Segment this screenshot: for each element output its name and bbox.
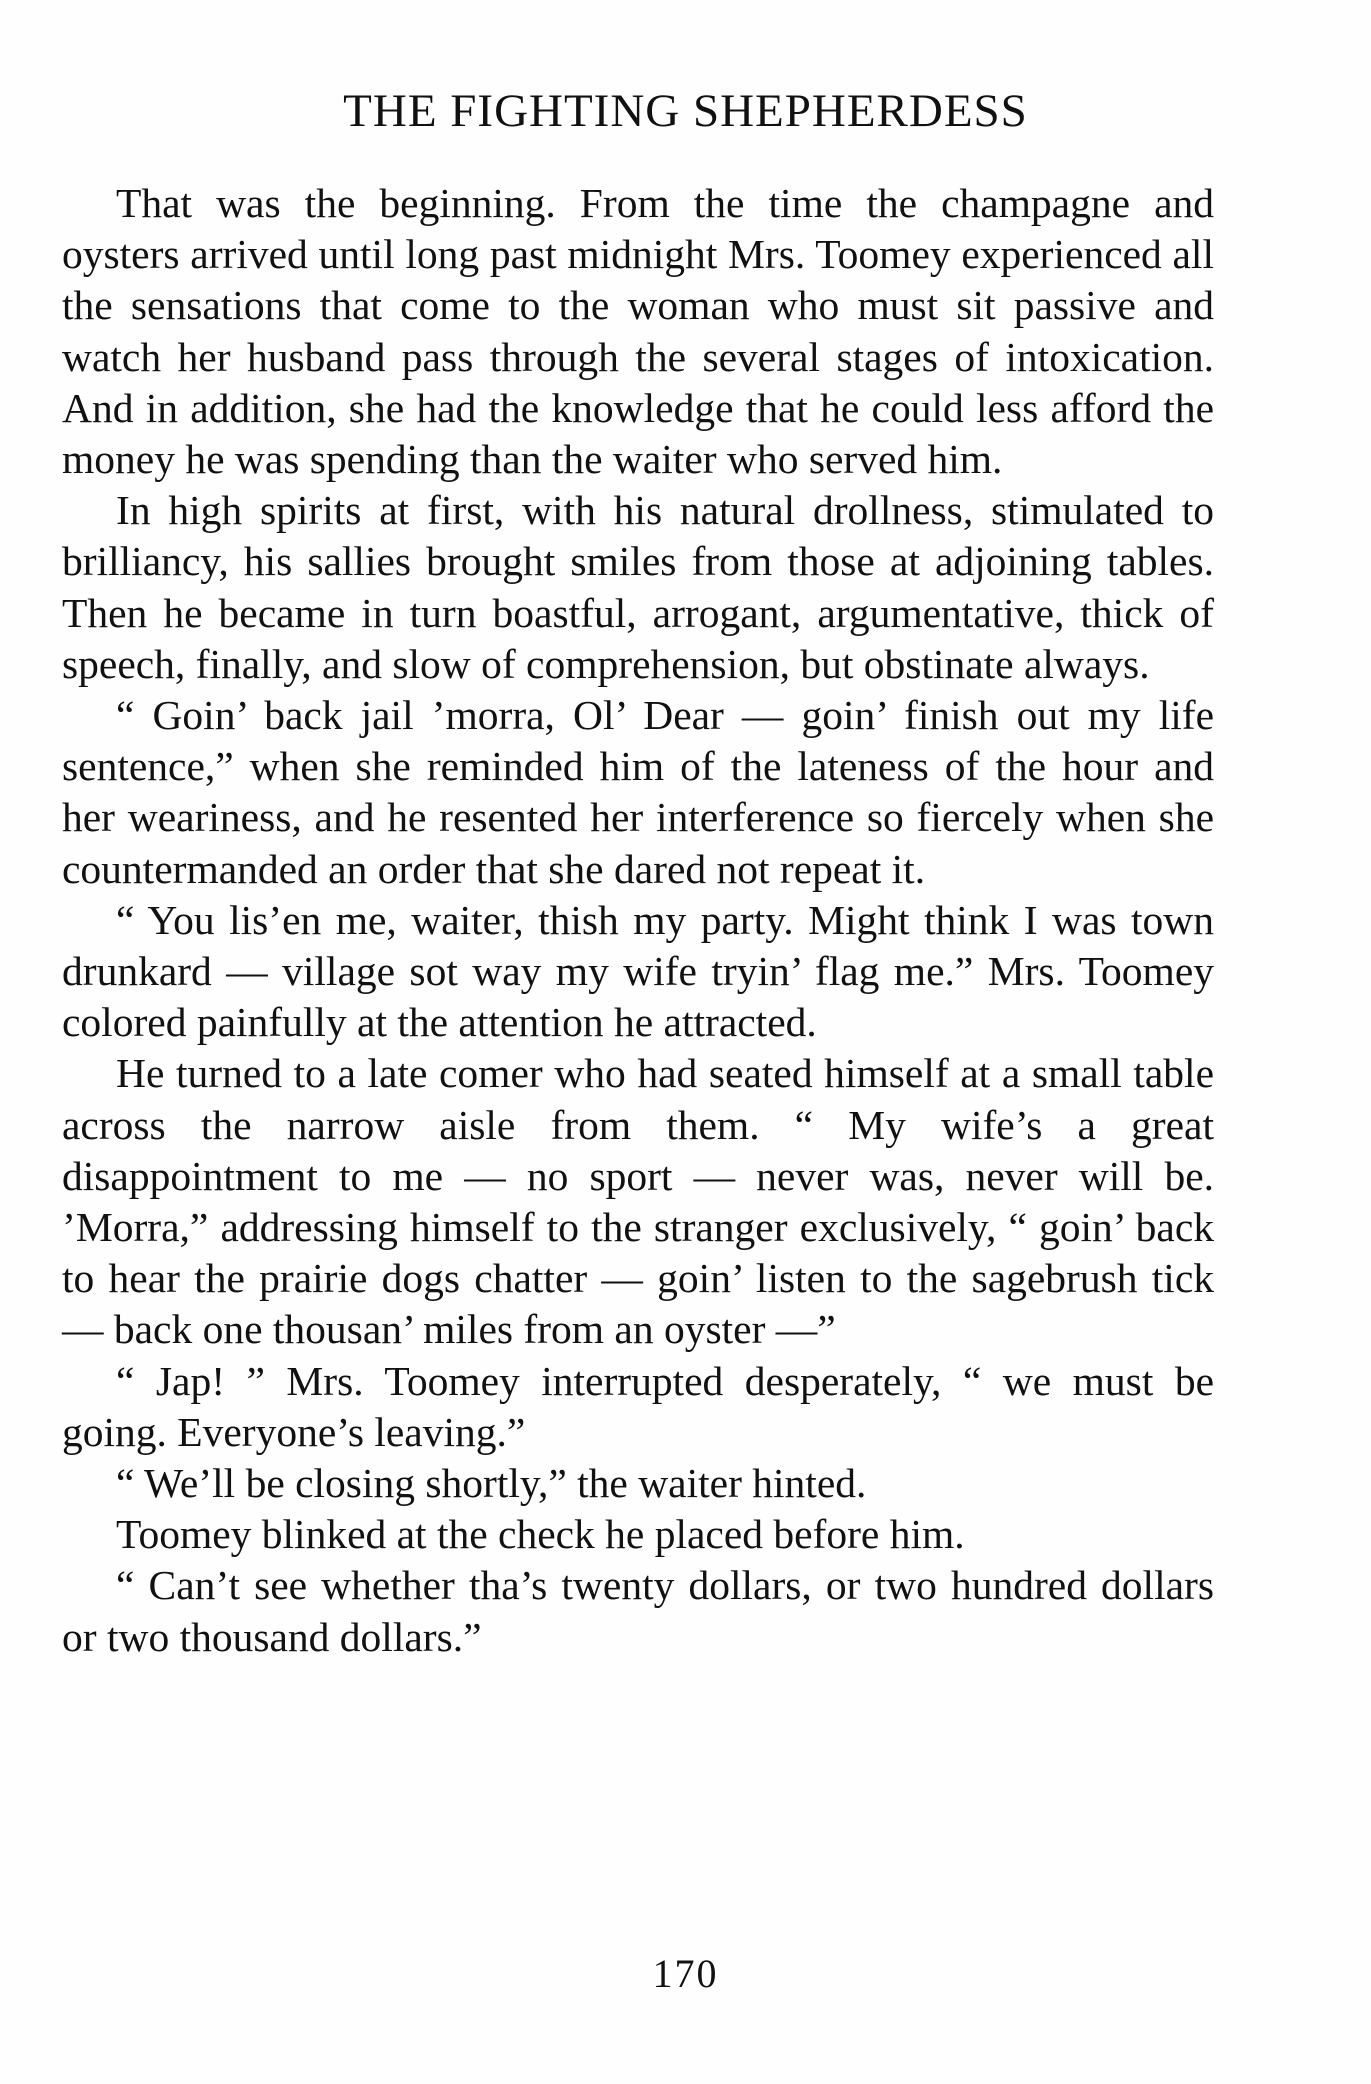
paragraph-8: Toomey blinked at the check he placed before him. <box>116 1511 965 1558</box>
page-number: 170 <box>652 1951 719 1996</box>
running-head: THE FIGHTING SHEPHERDESS <box>343 85 1028 137</box>
paragraph-2: In high spirits at first, with his natural drollness, stimulated to brilliancy, his sallies brought smiles from those at adjoining tables. Then he became in turn boastful, arrogant, argumentative, thick of speech, finally, and slow of comprehension, but obstinate always. <box>62 487 1214 687</box>
paragraph-3: “ Goin’ back jail ’morra, Ol’ Dear — goin’ finish out my life sentence,” when she reminded him of the lateness of the hour and her weariness, and he resented her interference so fiercely when she countermanded an order that she dared not repeat it. <box>62 692 1214 892</box>
paragraph-9: “ Can’t see whether tha’s twenty dollars, or two hundred dollars or two thousand dollars.” <box>62 1562 1214 1660</box>
paragraph-7: “ We’ll be closing shortly,” the waiter hinted. <box>116 1460 867 1507</box>
paragraph-1: That was the beginning. From the time the champagne and oysters arrived until long past midnight Mrs. Toomey experienced all the sensations that come to the woman who must sit passive and watch her husband pass through the several stages of intoxication. And in addition, she had the knowledge that he could less afford the money he was spending than the waiter who served him. <box>62 180 1214 483</box>
body-text <box>62 178 1214 1663</box>
paragraph-4: “ You lis’en me, waiter, thish my party. Might think I was town drunkard — village sot way my wife tryin’ flag me.” Mrs. Toomey colored painfully at the attention he attracted. <box>62 896 1214 1046</box>
paragraph-5: He turned to a late comer who had seated himself at a small table across the narrow aisle from them. “ My wife’s a great disappointment to me — no sport — never was, never will be. ’Morra,” addressing himself to the stranger exclusively, “ goin’ back to hear the prairie dogs chatter — goin’ listen to the sagebrush tick — back one thousan’ miles from an oyster —” <box>62 1050 1214 1353</box>
paragraph-6: “ Jap! ” Mrs. Toomey interrupted desperately, “ we must be going. Everyone’s leaving.” <box>62 1357 1214 1455</box>
